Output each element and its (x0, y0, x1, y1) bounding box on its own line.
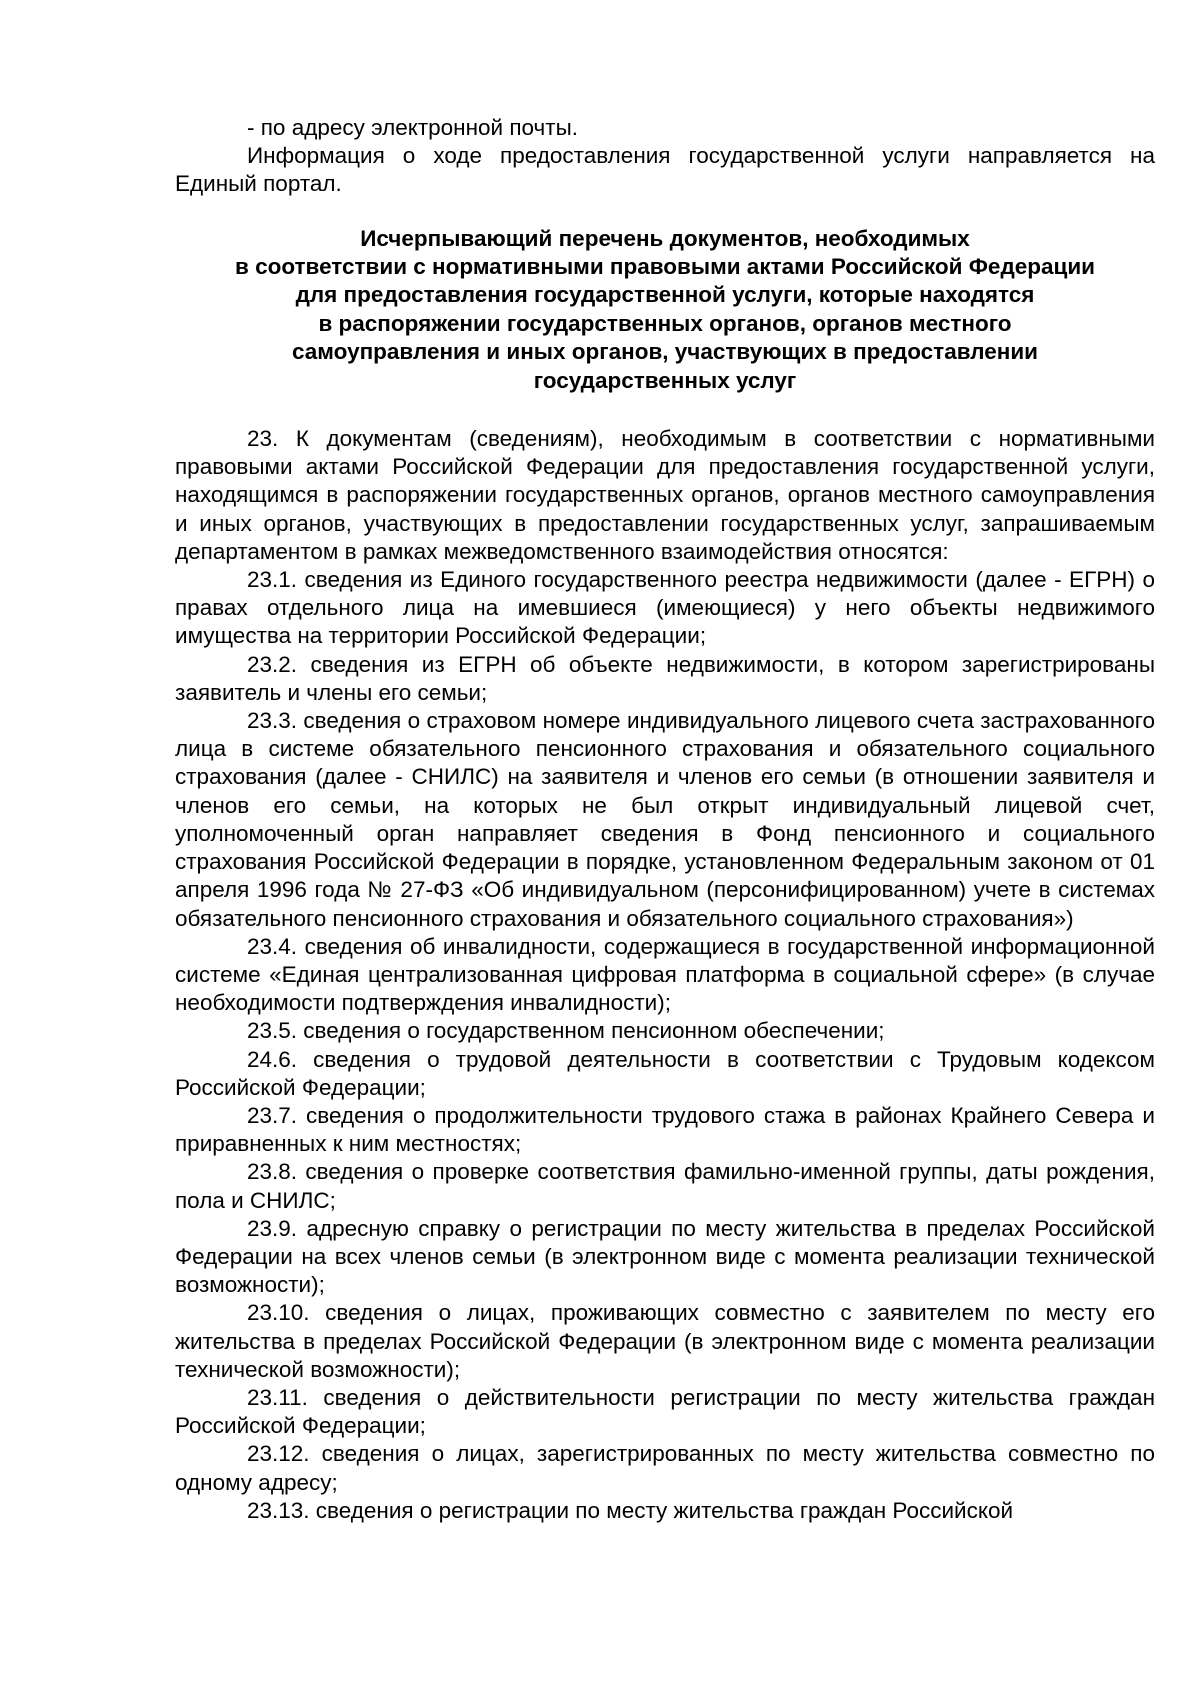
intro-portal-paragraph: Информация о ходе предоставления государственной услуги направляется на Единый портал. (175, 143, 1155, 197)
paragraph-23-7: 23.7. сведения о продолжительности трудового стажа в районах Крайнего Севера и приравненных к ним местностях; (175, 1102, 1155, 1157)
paragraph-23-12: 23.12. сведения о лицах, зарегистрированных по месту жительства совместно по одному адресу; (175, 1441, 1155, 1495)
section-heading (175, 225, 1155, 395)
paragraph-23-11: 23.11. сведения о действительности регистрации по месту жительства граждан Российской Федерации; (175, 1384, 1155, 1439)
heading-line: в соответствии с нормативными правовыми актами Российской Федерации (234, 254, 1095, 280)
paragraph-23-5: 23.5. сведения о государственном пенсионном обеспечении; (247, 1018, 885, 1044)
paragraph-23-4: 23.4. сведения об инвалидности, содержащиеся в государственной информационной системе «Единая централизованная цифровая платформа в социальной сфере» (в случае необходимости подтверждения инвалидности); (175, 933, 1155, 1016)
paragraph-23: 23. К документам (сведениям), необходимым в соответствии с нормативными правовыми актами Российской Федерации для предоставления государственной услуги, находящимся в распоряжении государственных органов, органов местного самоуправления и иных органов, участвующих в предоставлении государственных услуг, запрашиваемым департаментом в рамках межведомственного взаимодействия относятся: (175, 426, 1155, 564)
paragraph-23-9: 23.9. адресную справку о регистрации по месту жительства в пределах Российской Федерации на всех членов семьи (в электронном виде с момента реализации технической возможности); (175, 1215, 1155, 1298)
paragraph-23-10: 23.10. сведения о лицах, проживающих совместно с заявителем по месту его жительства в пределах Российской Федерации (в электронном виде с момента реализации технической возможности); (175, 1300, 1155, 1382)
heading-line: самоуправления и иных органов, участвующих в предоставлении (291, 339, 1039, 365)
heading-line: для предоставления государственной услуги, которые находятся (295, 282, 1035, 308)
paragraph-23-8: 23.8. сведения о проверке соответствия фамильно-именной группы, даты рождения, пола и СНИЛС; (175, 1159, 1155, 1213)
paragraph-23-2: 23.2. сведения из ЕГРН об объекте недвижимости, в котором зарегистрированы заявитель и члены его семьи; (175, 651, 1155, 705)
paragraph-23-3: 23.3. сведения о страховом номере индивидуального лицевого счета застрахованного лица в системе обязательного пенсионного страхования и обязательного социального страхования (далее - СНИЛС) на заявителя и членов его семьи (в отношении заявителя и членов его семьи, на которых не был открыт индивидуальный лицевой счет, уполномоченный орган направляет сведения в Фонд пенсионного и социального страхования Российской Федерации в порядке, установленном Федеральным законом от 01 апреля 1996 года № 27-ФЗ «Об индивидуальном (персонифицированном) учете в системах обязательного пенсионного страхования и обязательного социального страхования») (175, 708, 1155, 931)
paragraph-23-13: 23.13. сведения о регистрации по месту жительства граждан Российской (247, 1497, 1014, 1523)
heading-line: государственных услуг (533, 367, 797, 393)
paragraph-24-6: 24.6. сведения о трудовой деятельности в соответствии с Трудовым кодексом Российской Федерации; (175, 1046, 1155, 1100)
heading-line: в распоряжении государственных органов, органов местного (318, 310, 1012, 336)
paragraph-23-1: 23.1. сведения из Единого государственного реестра недвижимости (далее - ЕГРН) о правах отдельного лица на имевшиеся (имеющиеся) у него объекты недвижимого имущества на территории Российской Федерации; (175, 567, 1155, 649)
document-body (175, 114, 1155, 1525)
heading-line: Исчерпывающий перечень документов, необходимых (360, 225, 970, 251)
intro-email-line: - по адресу электронной почты. (247, 115, 579, 140)
